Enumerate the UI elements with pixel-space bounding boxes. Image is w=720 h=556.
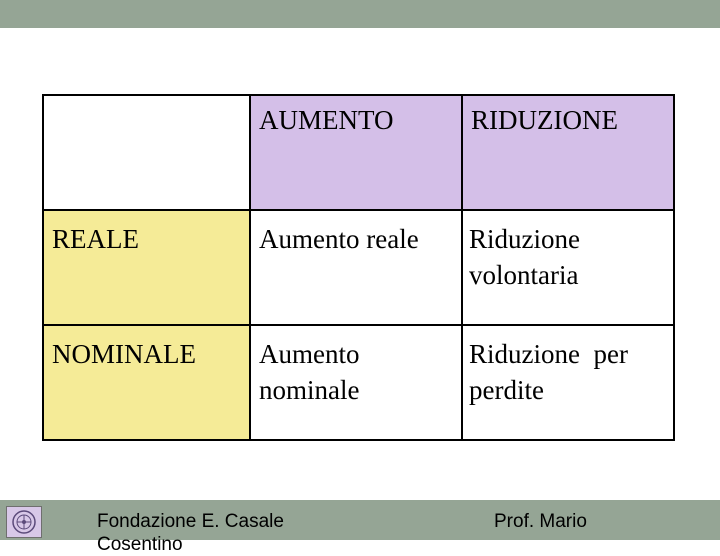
table-cell: Aumento reale [250,210,462,325]
footer-foundation-name: Fondazione E. Casale [97,511,284,532]
table-cell: Aumento nominale [250,325,462,440]
row-label-nominale: NOMINALE [43,325,250,440]
footer-foundation-name-line2: Cosentino [97,534,183,555]
table-row [43,325,674,440]
column-header-riduzione [462,95,674,210]
footer-author: Prof. Mario [494,511,587,532]
comparison-table [42,94,675,441]
column-header-label: AUMENTO [259,105,394,135]
column-header-aumento [250,95,462,210]
column-header-label: RIDUZIONE [471,105,618,135]
row-label-reale: REALE [43,210,250,325]
table-cell: Riduzione volontaria [462,210,674,325]
table-header-row [43,95,674,210]
table-cell: Riduzione per perdite [462,325,674,440]
table-corner-cell [43,95,250,210]
foundation-seal-icon [6,506,42,538]
top-bar [0,0,720,28]
table-row [43,210,674,325]
